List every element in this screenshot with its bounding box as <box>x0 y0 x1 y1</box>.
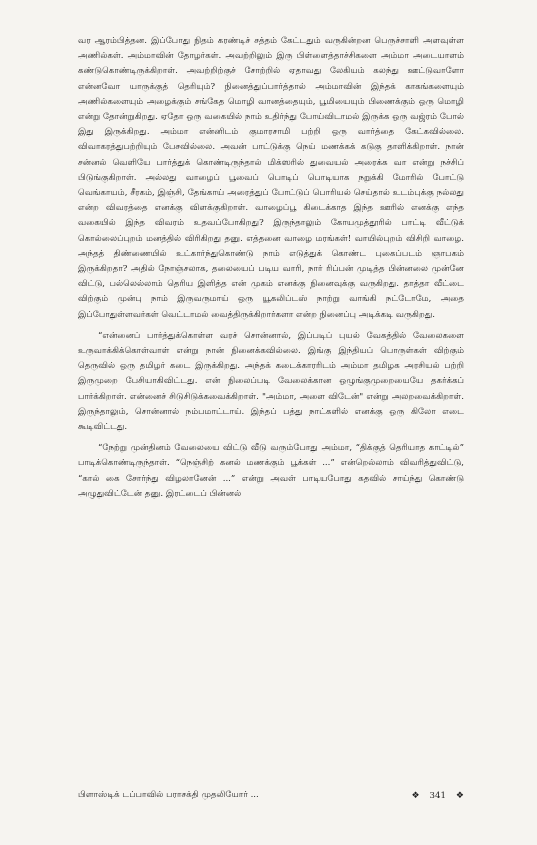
page-footer <box>78 790 464 801</box>
page-number: 341 <box>429 790 446 801</box>
paragraph-2: “என்னைப் பார்த்துக்கொள்ள வரச் சொன்னால், இப்படிப் புயல் வேகத்தில் வேலைகளை உருவாக்கிக்கொள்வாள் என்று நான் நினைக்கவில்லை. இங்கு இந்தியப் பொருள்கள் விற்கும் தெருவில் ஒரு தமிழர் கடை இருக்கிறது. அந்தக் கடைக்காரரிடம் அம்மா தமிழக அரசியல் பற்றி இருமுறை பேசியாகிவிட்டது. என் நிலைப்படி வேலைக்கான ஒழுங்குமுறையையே தகர்க்கப் பார்க்கிறாள். என்னைச் சிடுசிடுக்கவைக்கிறாள். "அம்மா, அளை விடேன்" என்று அலறவைக்கிறாள். இருந்தாலும், சொன்னால் நம்பமாட்டாய். இந்தப் பத்து நாட்களில் எனக்கு ஒரு கிலோ எடை கூடிவிட்டது. <box>78 330 464 433</box>
running-title: பிளாஸ்டிக் டப்பாவில் பராசக்தி முதலியோர் ... <box>78 790 259 800</box>
ornament-left-icon: ❖ <box>411 790 420 801</box>
ornament-right-icon: ❖ <box>455 790 464 801</box>
body-text <box>78 34 464 502</box>
paragraph-3: “நேற்று முன்தினம் வேலையை விட்டு வீடு வரும்போது அம்மா, “திக்குத் தெரியாத காட்டில்” பாடிக்கொண்டிருந்தாள். “நெஞ்சிற் கனல் மணக்கும் பூக்கள் ...” என்றெல்லாம் விவரித்துவிட்டு, “கால் கை சோர்ந்து விழலானேன் ...” என்று அவள் பாடியபோது கதவில் சாய்ந்து கொண்டு அழுதுவிட்டேன் தனு. இரட்டைப் பின்னல் <box>78 443 464 499</box>
paragraph-1: வர ஆரம்பித்தன. இப்போது நிதம் கரண்டிச் சத்தம் கேட்டதும் வருகின்றன பெருச்சாளி அளவுள்ள அணில்கள். அம்மாவின் தோழர்கள். அவற்றிலும் இரு பிள்ளைத்தாச்சிகளை அம்மா அடையாளம் கண்டுகொண்டிருக்கிறாள். அவற்றிற்குச் சோற்றில் ஏதாவது லேகியம் கலந்து ஊட்டுவாளோ என்னவோ யாருக்குத் தெரியும்? நினைத்துப்பார்த்தால் அம்மாவின் இந்தக் காகங்களையும் அணில்களையும் அழைக்கும் சங்கேத மொழி வானத்தையும், பூமியையும் பிணைக்கும் ஒரு மொழி என்று தோன்றுகிறது. ஏதோ ஒரு வகையில் நாம் உதிர்ந்து போய்விடாமல் இருக்க ஒரு வஜ்ரம் போல் இது இருக்கிறது. அம்மா என்னிடம் குமாரசாமி பற்றி ஒரு வார்த்தை கேட்கவில்லை. விவாகரத்துபற்றியும் பேசவில்லை. அவன் பாட்டுக்கு நெய் மணக்கக் கடுகு தாளிக்கிறாள். நான் சன்னல் வெளியே பார்த்துக் கொண்டிருந்தால் மிக்ஸரில் துவையல் அரைக்க வா என்று நச்சிப் பிடுங்குகிறாள். அல்லது வாழைப் பூவைப் பொடிப் பொடியாக நறுக்கி மோரில் போட்டு வெங்காயம், சீரகம், இஞ்சி, தேங்காய் அரைத்துப் போட்டுப் பொரியல் செய்தால் உடம்புக்கு நல்லது என்ற விவரத்தை எனக்கு விளக்குகிறாள். வாழைப்பூ கிடைக்காத இந்த ஊரில் எனக்கு எந்த வகையில் இந்த விவரம் உதவப்போகிறது? இருந்தாலும் கோயமுத்தூரில் பாட்டி வீட்டுக் கொல்லைப்புறம் மனத்தில் விரிகிறது தனு. எத்தனை வாழை மரங்கள்! வாயில்புறம் விசிறி வாழை. அந்தத் திண்ணையில் உட்கார்ந்துகொண்டு நாம் எடுத்துக் கொண்ட புகைப்படம் ஞாபகம் இருக்கிறதா? அதில் நோஞ்சலாக, தலையைப் படிய வாரி, நார் ரிப்பன் முடித்த பின்னலை முன்னே விட்டு, பல்லெல்லாம் தெரிய இளித்த என் முகம் எனக்கு நினைவுக்கு வருகிறது. தாத்தா வீட்டை விற்கும் முன்பு நாம் இருவருமாய் ஒரு யூகலிப்டஸ் நாற்று வாங்கி நட்டோமே, அதை இப்போதுள்ளவர்கள் வெட்டாமல் வைத்திருக்கிறார்களா என்ற நினைப்பு அடிக்கடி வருகிறது. <box>78 36 464 320</box>
folio <box>411 791 464 801</box>
